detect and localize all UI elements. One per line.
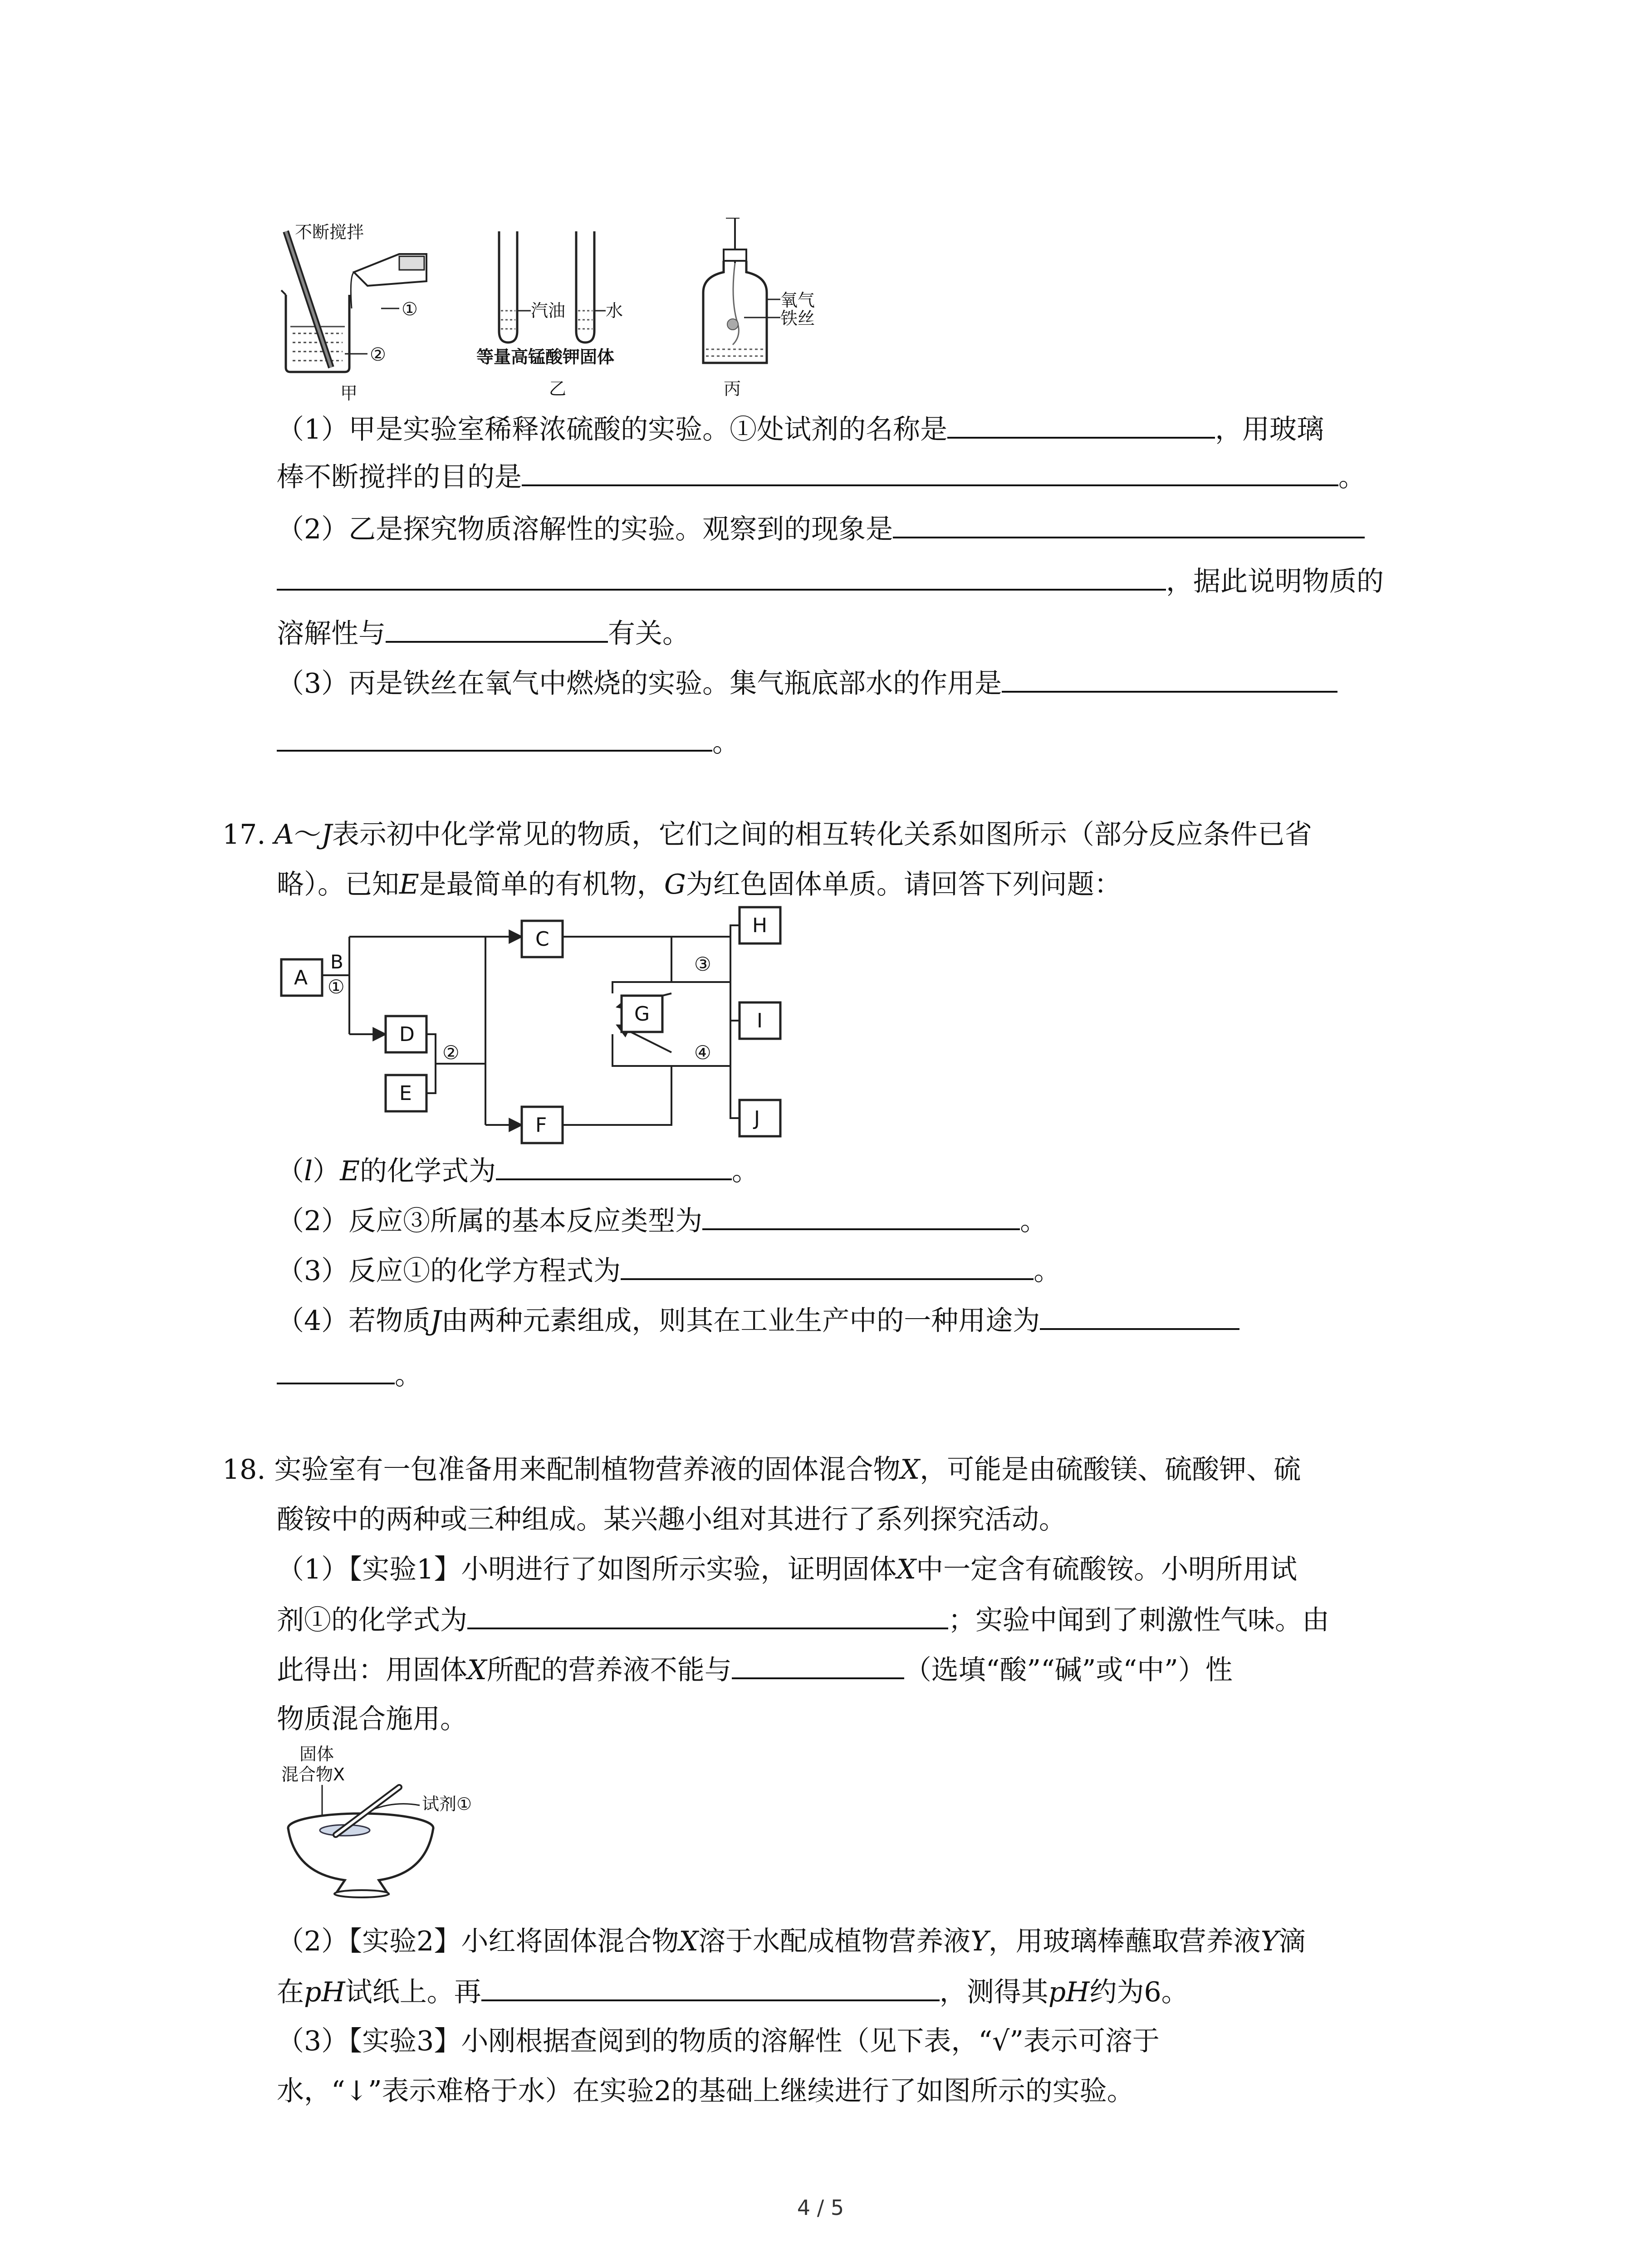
reaction-1: ①	[328, 976, 345, 998]
q17-p1-e: 的化学式为	[360, 1155, 496, 1187]
q18-answer-blank-3[interactable]	[481, 1973, 940, 2001]
q17-answer-blank-4[interactable]	[1040, 1302, 1239, 1330]
q18-stem-b: X	[900, 1454, 920, 1486]
node-C	[522, 921, 563, 957]
q17-stem2-d: G	[664, 869, 686, 900]
q18-p1-g: X	[467, 1654, 487, 1686]
q17-p3-a: （3）反应①的化学方程式为	[277, 1255, 621, 1287]
q18-p2-i: pH	[304, 1976, 345, 2008]
q16-answer-blank-2[interactable]	[522, 458, 1338, 486]
q18-p1-i: （选填“酸”“碱”或“中”）性	[904, 1654, 1233, 1686]
q16-part1-end: 。	[1338, 461, 1366, 493]
q18-p1-f: 此得出：用固体	[277, 1654, 467, 1686]
q16-part2-text-d: 有关。	[608, 618, 690, 650]
q18-stem-2: 酸铵中的两种或三种组成。某兴趣小组对其进行了系列探究活动。	[277, 1504, 1066, 1535]
q16-part2-text: （2）乙是探究物质溶解性的实验。观察到的现象是	[277, 513, 893, 545]
q17-p1-d: E	[340, 1155, 360, 1187]
q17-relation-diagram	[277, 903, 812, 1157]
q18-p1-j: 物质混合施用。	[277, 1703, 467, 1735]
q16-part1-text-c: 棒不断搅拌的目的是	[277, 461, 522, 493]
yi-caption: 乙	[549, 379, 567, 399]
q17-answer-blank-1[interactable]	[496, 1152, 732, 1180]
q16-answer-blank-5[interactable]	[1002, 665, 1337, 693]
q18-p2-m: 约为6。	[1089, 1976, 1189, 2008]
jia-mark-1: ①	[402, 299, 418, 320]
q17-stem-a: A	[274, 819, 294, 850]
q18-p2-d: Y	[970, 1926, 989, 1957]
reaction-3: ③	[694, 953, 711, 975]
q17-stem-c: J	[321, 819, 332, 850]
q18-p2-b: X	[679, 1926, 699, 1957]
label-B: B	[330, 951, 343, 973]
svg-text:G: G	[634, 1002, 650, 1026]
node-G	[622, 996, 662, 1032]
test-tubes-yi	[476, 231, 623, 399]
q17-p4-a: （4）若物质	[277, 1305, 431, 1337]
jia-caption: 甲	[340, 383, 358, 403]
q16-part2-text-b: ，据此说明物质的	[1166, 566, 1384, 597]
yi-solid-label: 等量高锰酸钾固体	[476, 347, 615, 367]
q18-number: 18.	[222, 1454, 266, 1486]
q17-p1-c: ）	[313, 1155, 340, 1187]
q18-p3-a: （3）【实验3】小刚根据查阅到的物质的溶解性（见下表，“√”表示可溶于	[277, 2025, 1160, 2057]
q18-p1-d: 剂①的化学式为	[277, 1604, 467, 1636]
q18-p2-g: 滴	[1279, 1926, 1306, 1957]
q18-p2-l: pH	[1048, 1976, 1090, 2008]
q16-answer-blank-3-cont[interactable]	[277, 562, 1166, 591]
q18-p2-h: 在	[277, 1976, 304, 2008]
q18-mortar-figure	[277, 1742, 531, 1905]
jia-stir-label: 不断搅拌	[295, 222, 364, 242]
q18-p1-c: 中一定含有硫酸铵。小明所用试	[916, 1554, 1298, 1585]
q17-p4-c: 由两种元素组成，则其在工业生产中的一种用途为	[441, 1305, 1040, 1337]
q17-stem2-c: 是最简单的有机物，	[419, 869, 664, 900]
q16-part1-text: （1）甲是实验室稀释浓硫酸的实验。①处试剂的名称是	[277, 414, 948, 445]
q17-p1-b: l	[304, 1155, 313, 1187]
bing-wire-label: 铁丝	[780, 308, 815, 328]
q18-answer-blank-1[interactable]	[467, 1601, 948, 1629]
q17-p1-a: （	[277, 1155, 304, 1187]
node-I	[740, 1002, 780, 1039]
q18-p2-e: ，用玻璃棒蘸取营养液	[988, 1926, 1261, 1957]
fig-label-reagent: 试剂①	[422, 1794, 472, 1814]
q18-p1-e: ；实验中闻到了刺激性气味。由	[948, 1604, 1329, 1636]
jia-mark-2: ②	[370, 344, 386, 365]
q16-part3-text: （3）丙是铁丝在氧气中燃烧的实验。集气瓶底部水的作用是	[277, 668, 1002, 699]
q16-part2-text-c: 溶解性与	[277, 618, 386, 650]
bing-caption: 丙	[724, 379, 741, 399]
reaction-2: ②	[442, 1041, 460, 1064]
q18-p2-j: 试纸上。再	[345, 1976, 481, 2008]
q17-p2-a: （2）反应③所属的基本反应类型为	[277, 1205, 703, 1237]
q16-answer-blank-1[interactable]	[947, 411, 1215, 439]
q18-answer-blank-2[interactable]	[732, 1651, 904, 1679]
q18-p1-b: X	[896, 1554, 916, 1585]
figure-16-apparatus	[277, 218, 867, 408]
node-D	[386, 1016, 426, 1052]
svg-text:C: C	[535, 928, 549, 951]
gas-jar-bing	[703, 218, 815, 399]
svg-text:A: A	[294, 966, 308, 989]
q17-stem2-b: E	[399, 869, 419, 900]
q16-answer-blank-5-cont[interactable]	[277, 723, 712, 752]
q17-stem2-a: 略）。已知	[277, 869, 399, 900]
svg-text:J: J	[754, 1107, 760, 1130]
node-J	[740, 1100, 780, 1136]
svg-text:H: H	[752, 914, 768, 937]
q17-stem-b: ～	[294, 819, 321, 850]
fig-label-solid: 固体	[299, 1744, 334, 1764]
fig-label-mixture: 混合物X	[281, 1765, 345, 1784]
beaker-jia	[281, 222, 426, 403]
q18-stem-a: 实验室有一包准备用来配制植物营养液的固体混合物	[274, 1454, 901, 1486]
q17-stem-d: 表示初中化学常见的物质，它们之间的相互转化关系如图所示（部分反应条件已省	[332, 819, 1312, 850]
q18-p2-k: ，测得其	[939, 1976, 1048, 2008]
q17-answer-blank-3[interactable]	[621, 1252, 1034, 1280]
node-H	[740, 907, 780, 943]
q18-p3-b: 水，“↓”表示难格于水）在实验2的基础上继续进行了如图所示的实验。	[277, 2075, 1134, 2107]
q18-p1-h: 所配的营养液不能与	[486, 1654, 732, 1686]
q16-answer-blank-3[interactable]	[893, 510, 1365, 538]
q17-p4-b: J	[430, 1305, 441, 1337]
svg-text:D: D	[399, 1023, 415, 1046]
q17-p4-d: 。	[395, 1359, 422, 1391]
q18-p1-a: （1）【实验1】小明进行了如图所示实验，证明固体	[277, 1554, 897, 1585]
node-F	[522, 1107, 563, 1143]
page-number: 4 / 5	[797, 2195, 844, 2220]
yi-gasoline-label: 汽油	[531, 301, 566, 321]
q17-answer-blank-4-cont[interactable]	[277, 1356, 395, 1384]
q18-p2-c: 溶于水配成植物营养液	[698, 1926, 971, 1957]
q18-p2-f: Y	[1260, 1926, 1279, 1957]
q17-p3-b: 。	[1034, 1255, 1061, 1287]
q17-answer-blank-2[interactable]	[702, 1202, 1020, 1230]
svg-text:I: I	[757, 1009, 763, 1032]
q17-p1-f: 。	[732, 1155, 759, 1187]
bing-oxygen-label: 氧气	[780, 290, 815, 310]
q18-stem-c: ，可能是由硫酸镁、硫酸钾、硫	[920, 1454, 1301, 1486]
node-A	[281, 959, 322, 996]
q16-part3-end: 。	[712, 727, 740, 758]
q17-number: 17.	[222, 819, 266, 850]
svg-text:F: F	[535, 1114, 547, 1137]
q17-stem2-e: 为红色固体单质。请回答下列问题：	[686, 869, 1122, 900]
yi-water-label: 水	[606, 301, 623, 321]
q16-answer-blank-4[interactable]	[386, 615, 608, 643]
svg-text:E: E	[399, 1082, 412, 1105]
reaction-4: ④	[694, 1041, 711, 1064]
q17-p2-b: 。	[1020, 1205, 1048, 1237]
q18-p2-a: （2）【实验2】小红将固体混合物	[277, 1926, 679, 1957]
q16-part1-text-b: ，用玻璃	[1215, 414, 1324, 445]
node-E	[386, 1075, 426, 1111]
